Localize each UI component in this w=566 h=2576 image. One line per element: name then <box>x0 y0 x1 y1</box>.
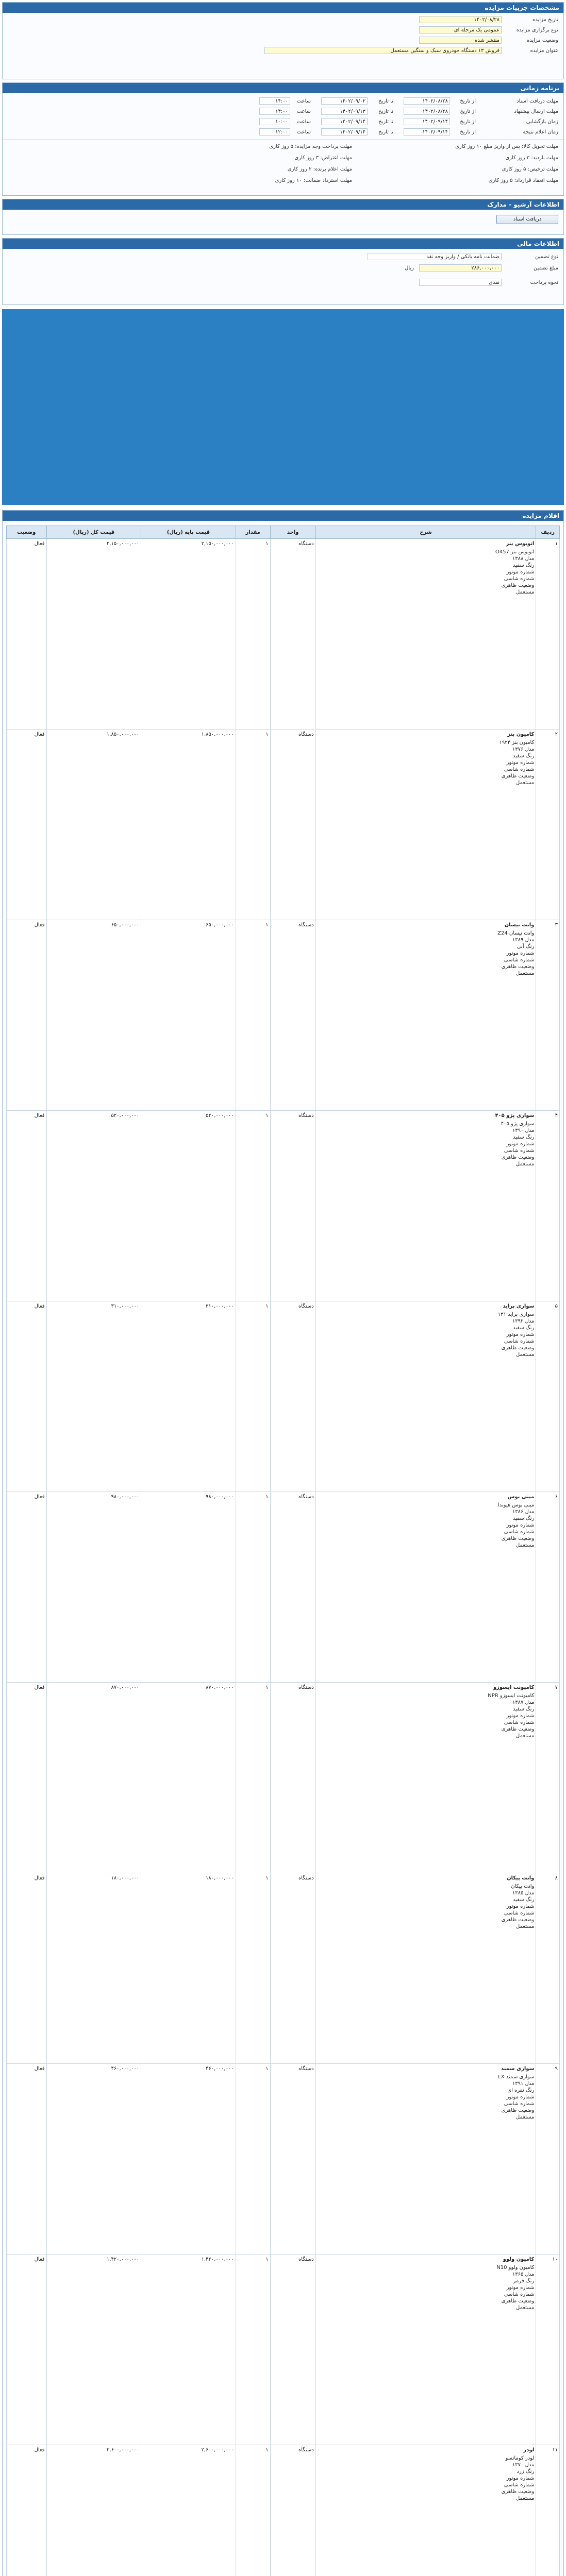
payment-label: نحوه پرداخت <box>530 280 558 285</box>
table-row[interactable] <box>7 730 560 920</box>
row-base-price: ۲,۶۰۰,۰۰۰,۰۰۰ <box>141 2445 236 2576</box>
row-unit: دستگاه <box>270 539 315 730</box>
row-description <box>315 1492 536 1683</box>
row-number: ۶ <box>536 1492 560 1683</box>
schedule-header: برنامه زمانی <box>3 83 563 93</box>
row-total-price: ۴۶۰,۰۰۰,۰۰۰ <box>46 2064 141 2255</box>
docs-header: اطلاعات آرشیو - مدارک <box>3 199 563 210</box>
schedule-to: ۱۴۰۲/۰۹/۱۴ <box>321 118 368 125</box>
row-qty: ۱ <box>236 539 270 730</box>
row-base-price: ۲,۱۵۰,۰۰۰,۰۰۰ <box>141 539 236 730</box>
field-value: ۱۴۰۲/۰۸/۲۸ <box>419 16 502 23</box>
payment-value: نقدی <box>419 279 502 286</box>
deadline-row: مهلت ترخیص: ۵ روز کاری <box>502 166 558 172</box>
row-qty: ۱ <box>236 730 270 920</box>
row-title: وانت نیسان <box>504 922 535 928</box>
col-header: قیمت پایه (ریال) <box>141 526 236 539</box>
deadline-row: مهلت اعلام برنده: ۲ روز کاری <box>287 166 352 172</box>
table-row[interactable] <box>7 1492 560 1683</box>
from-label: از تاریخ <box>460 129 476 135</box>
schedule-panel <box>2 82 564 196</box>
schedule-from: ۱۴۰۲/۰۹/۱۴ <box>404 128 450 135</box>
blue-info-area <box>2 309 564 505</box>
row-number: ۴ <box>536 1111 560 1301</box>
row-total-price: ۸۷۰,۰۰۰,۰۰۰ <box>46 1683 141 1873</box>
time-label: ساعت <box>296 119 311 125</box>
row-status: فعال <box>7 2255 47 2445</box>
table-header-row <box>7 526 560 539</box>
row-title: کامیون بنز <box>507 732 535 737</box>
field-value: فروش ۱۳ دستگاه خودروی سبک و سنگین مستعمل <box>264 47 502 54</box>
row-unit: دستگاه <box>270 730 315 920</box>
row-number: ۵ <box>536 1301 560 1492</box>
row-status: فعال <box>7 1873 47 2064</box>
schedule-to: ۱۴۰۲/۰۹/۱۳ <box>321 108 368 115</box>
row-title: کامیون ولوو <box>503 2257 535 2262</box>
schedule-time: ۱۰:۰۰ <box>259 118 290 125</box>
row-description <box>315 1873 536 2064</box>
row-title: سواری پراید <box>503 1303 535 1309</box>
row-base-price: ۳۱۰,۰۰۰,۰۰۰ <box>141 1301 236 1492</box>
row-total-price: ۲,۱۵۰,۰۰۰,۰۰۰ <box>46 539 141 730</box>
row-unit: دستگاه <box>270 920 315 1111</box>
row-desc-text: سواری پراید ۱۳۱ مدل ۱۳۹۲ رنگ سفید شماره موتور شماره شاسی وضعیت ظاهری مستعمل <box>497 1312 535 1358</box>
table-row[interactable] <box>7 539 560 730</box>
details-header: مشخصات جزییات مزایده <box>3 3 563 13</box>
row-total-price: ۹۸۰,۰۰۰,۰۰۰ <box>46 1492 141 1683</box>
to-label: تا تاریخ <box>378 109 393 114</box>
guarantee-amount-value: ۲۸۶,۰۰۰,۰۰۰ <box>419 264 502 272</box>
row-status: فعال <box>7 1683 47 1873</box>
row-desc-text: اتوبوس بنز O457 مدل ۱۳۸۸ رنگ سفید شماره موتور شماره شاسی وضعیت ظاهری مستعمل <box>495 549 535 595</box>
to-label: تا تاریخ <box>378 119 393 125</box>
guarantee-amount-label: مبلغ تضمین <box>533 265 558 271</box>
time-label: ساعت <box>296 109 311 114</box>
row-title: کامیونت ایسوزو <box>493 1685 535 1690</box>
schedule-time: ۱۴:۰۰ <box>259 108 290 115</box>
row-unit: دستگاه <box>270 1683 315 1873</box>
col-header: ردیف <box>536 526 560 539</box>
row-status: فعال <box>7 2445 47 2576</box>
row-desc-text: سواری پژو ۴۰۵ مدل ۱۳۹۰ رنگ سفید شماره موتور شماره شاسی وضعیت ظاهری مستعمل <box>501 1121 535 1167</box>
row-qty: ۱ <box>236 2445 270 2576</box>
col-header: واحد <box>270 526 315 539</box>
row-number: ۳ <box>536 920 560 1111</box>
row-number: ۲ <box>536 730 560 920</box>
row-unit: دستگاه <box>270 1873 315 2064</box>
row-unit: دستگاه <box>270 1111 315 1301</box>
details-panel <box>2 2 564 79</box>
row-description <box>315 2064 536 2255</box>
schedule-label: زمان بازگشایی <box>526 119 558 125</box>
row-total-price: ۳۱۰,۰۰۰,۰۰۰ <box>46 1301 141 1492</box>
col-header: قیمت کل (ریال) <box>46 526 141 539</box>
schedule-from: ۱۴۰۲/۰۹/۱۴ <box>404 118 450 125</box>
field-value: عمومی یک مرحله ای <box>419 26 502 33</box>
row-description <box>315 730 536 920</box>
row-description <box>315 539 536 730</box>
row-unit: دستگاه <box>270 1492 315 1683</box>
row-desc-text: سواری سمند LX مدل ۱۳۹۱ رنگ نقره ای شماره موتور شماره شاسی وضعیت ظاهری مستعمل <box>498 2074 535 2120</box>
table-row[interactable] <box>7 1111 560 1301</box>
row-desc-text: کامیونت ایسوزو NPR مدل ۱۳۸۷ رنگ سفید شماره موتور شماره شاسی وضعیت ظاهری مستعمل <box>488 1693 535 1739</box>
row-qty: ۱ <box>236 1873 270 2064</box>
schedule-from: ۱۴۰۲/۰۸/۲۸ <box>404 108 450 115</box>
row-number: ۷ <box>536 1683 560 1873</box>
row-qty: ۱ <box>236 1111 270 1301</box>
row-title: سواری سمند <box>501 2066 535 2072</box>
row-base-price: ۶۵۰,۰۰۰,۰۰۰ <box>141 920 236 1111</box>
row-total-price: ۱,۴۲۰,۰۰۰,۰۰۰ <box>46 2255 141 2445</box>
row-description <box>315 2255 536 2445</box>
row-total-price: ۲,۶۰۰,۰۰۰,۰۰۰ <box>46 2445 141 2576</box>
finance-header: اطلاعات مالی <box>3 239 563 249</box>
schedule-label: مهلت دریافت اسناد <box>517 98 558 104</box>
schedule-from: ۱۴۰۲/۰۸/۲۸ <box>404 97 450 105</box>
row-desc-text: وانت نیسان Z24 مدل ۱۳۸۹ رنگ آبی شماره موتور شماره شاسی وضعیت ظاهری مستعمل <box>497 930 535 976</box>
row-number: ۱۱ <box>536 2445 560 2576</box>
from-label: از تاریخ <box>460 119 476 125</box>
table-row[interactable] <box>7 2445 560 2576</box>
row-number: ۱۰ <box>536 2255 560 2445</box>
row-number: ۱ <box>536 539 560 730</box>
items-table <box>6 526 560 2576</box>
schedule-label: زمان اعلام نتیجه <box>523 129 558 135</box>
row-description <box>315 1301 536 1492</box>
col-header: مقدار <box>236 526 270 539</box>
row-unit: دستگاه <box>270 1301 315 1492</box>
schedule-label: مهلت ارسال پیشنهاد <box>514 109 558 114</box>
field-label: نوع برگزاری مزایده <box>516 27 558 33</box>
row-base-price: ۴۶۰,۰۰۰,۰۰۰ <box>141 2064 236 2255</box>
time-label: ساعت <box>296 98 311 104</box>
field-label: عنوان مزایده <box>530 48 558 54</box>
row-status: فعال <box>7 539 47 730</box>
row-title: لودر <box>523 2447 535 2453</box>
row-title: اتوبوس بنز <box>506 541 535 547</box>
row-base-price: ۱۸۰,۰۰۰,۰۰۰ <box>141 1873 236 2064</box>
row-qty: ۱ <box>236 1492 270 1683</box>
row-title: وانت پیکان <box>506 1875 535 1881</box>
row-title: سواری پژو ۴۰۵ <box>495 1113 535 1118</box>
field-value: منتشر شده <box>419 37 502 44</box>
guarantee-type-label: نوع تضمین <box>535 254 558 260</box>
row-base-price: ۵۲۰,۰۰۰,۰۰۰ <box>141 1111 236 1301</box>
table-row[interactable] <box>7 2255 560 2445</box>
deadline-row: مهلت بازدید: ۳ روز کاری <box>505 155 558 161</box>
schedule-time: ۱۲:۰۰ <box>259 128 290 135</box>
row-total-price: ۱۸۰,۰۰۰,۰۰۰ <box>46 1873 141 2064</box>
row-number: ۸ <box>536 1873 560 2064</box>
row-qty: ۱ <box>236 1301 270 1492</box>
table-row[interactable] <box>7 1301 560 1492</box>
row-qty: ۱ <box>236 2064 270 2255</box>
guarantee-type-value: ضمانت نامه بانکی / واریز وجه نقد <box>368 253 502 260</box>
table-row[interactable] <box>7 920 560 1111</box>
download-docs-button[interactable]: دریافت اسناد <box>496 215 558 224</box>
row-description <box>315 920 536 1111</box>
deadline-row: مهلت اعتراض: ۳ روز کاری <box>294 155 352 161</box>
items-header: اقلام مزایده <box>3 511 563 521</box>
field-label: وضعیت مزایده <box>526 38 558 43</box>
schedule-to: ۱۴۰۲/۰۹/۱۴ <box>321 128 368 135</box>
field-label: تاریخ مزایده <box>532 17 558 23</box>
row-desc-text: وانت پیکان مدل ۱۳۸۵ رنگ سفید شماره موتور شماره شاسی وضعیت ظاهری مستعمل <box>501 1884 535 1929</box>
row-unit: دستگاه <box>270 2064 315 2255</box>
schedule-time: ۱۴:۰۰ <box>259 97 290 105</box>
row-unit: دستگاه <box>270 2445 315 2576</box>
row-description <box>315 1683 536 1873</box>
row-total-price: ۱,۸۵۰,۰۰۰,۰۰۰ <box>46 730 141 920</box>
row-total-price: ۵۲۰,۰۰۰,۰۰۰ <box>46 1111 141 1301</box>
row-desc-text: مینی بوس هیوندا مدل ۱۳۸۶ رنگ سفید شماره موتور شماره شاسی وضعیت ظاهری مستعمل <box>497 1502 535 1548</box>
row-description <box>315 1111 536 1301</box>
deadline-row: مهلت تحویل کالا: پس از واریز مبلغ ۱۰ روز کاری <box>455 144 558 149</box>
row-desc-text: لودر کوماتسو مدل ۱۳۷۰ رنگ زرد شماره موتور شماره شاسی وضعیت ظاهری مستعمل <box>501 2455 535 2501</box>
row-status: فعال <box>7 1301 47 1492</box>
from-label: از تاریخ <box>460 98 476 104</box>
finance-panel <box>2 238 564 305</box>
row-base-price: ۱,۴۲۰,۰۰۰,۰۰۰ <box>141 2255 236 2445</box>
table-row[interactable] <box>7 1683 560 1873</box>
row-unit: دستگاه <box>270 2255 315 2445</box>
unit-label: ریال <box>405 265 414 271</box>
row-base-price: ۹۸۰,۰۰۰,۰۰۰ <box>141 1492 236 1683</box>
deadline-row: مهلت استرداد ضمانت: ۱۰ روز کاری <box>275 178 352 183</box>
row-number: ۹ <box>536 2064 560 2255</box>
schedule-to: ۱۴۰۲/۰۹/۰۲ <box>321 97 368 105</box>
row-status: فعال <box>7 920 47 1111</box>
row-qty: ۱ <box>236 2255 270 2445</box>
table-row[interactable] <box>7 1873 560 2064</box>
deadline-row: مهلت پرداخت وجه مزایده: ۵ روز کاری <box>269 144 352 149</box>
col-header: شرح <box>315 526 536 539</box>
row-status: فعال <box>7 1492 47 1683</box>
row-qty: ۱ <box>236 1683 270 1873</box>
from-label: از تاریخ <box>460 109 476 114</box>
row-qty: ۱ <box>236 920 270 1111</box>
docs-panel <box>2 199 564 235</box>
to-label: تا تاریخ <box>378 98 393 104</box>
row-title: مینی بوس <box>507 1494 535 1500</box>
table-row[interactable] <box>7 2064 560 2255</box>
row-base-price: ۸۷۰,۰۰۰,۰۰۰ <box>141 1683 236 1873</box>
row-status: فعال <box>7 1111 47 1301</box>
deadline-row: مهلت انعقاد قرارداد: ۵ روز کاری <box>488 178 558 183</box>
col-header: وضعیت <box>7 526 47 539</box>
row-desc-text: کامیون ولوو N10 مدل ۱۳۶۵ رنگ قرمز شماره موتور شماره شاسی وضعیت ظاهری مستعمل <box>496 2265 535 2311</box>
row-description <box>315 2445 536 2576</box>
row-total-price: ۶۵۰,۰۰۰,۰۰۰ <box>46 920 141 1111</box>
time-label: ساعت <box>296 129 311 135</box>
to-label: تا تاریخ <box>378 129 393 135</box>
row-desc-text: کامیون بنز ۱۹۲۴ مدل ۱۳۷۶ رنگ سفید شماره موتور شماره شاسی وضعیت ظاهری مستعمل <box>499 740 535 786</box>
row-base-price: ۱,۸۵۰,۰۰۰,۰۰۰ <box>141 730 236 920</box>
row-status: فعال <box>7 730 47 920</box>
row-status: فعال <box>7 2064 47 2255</box>
